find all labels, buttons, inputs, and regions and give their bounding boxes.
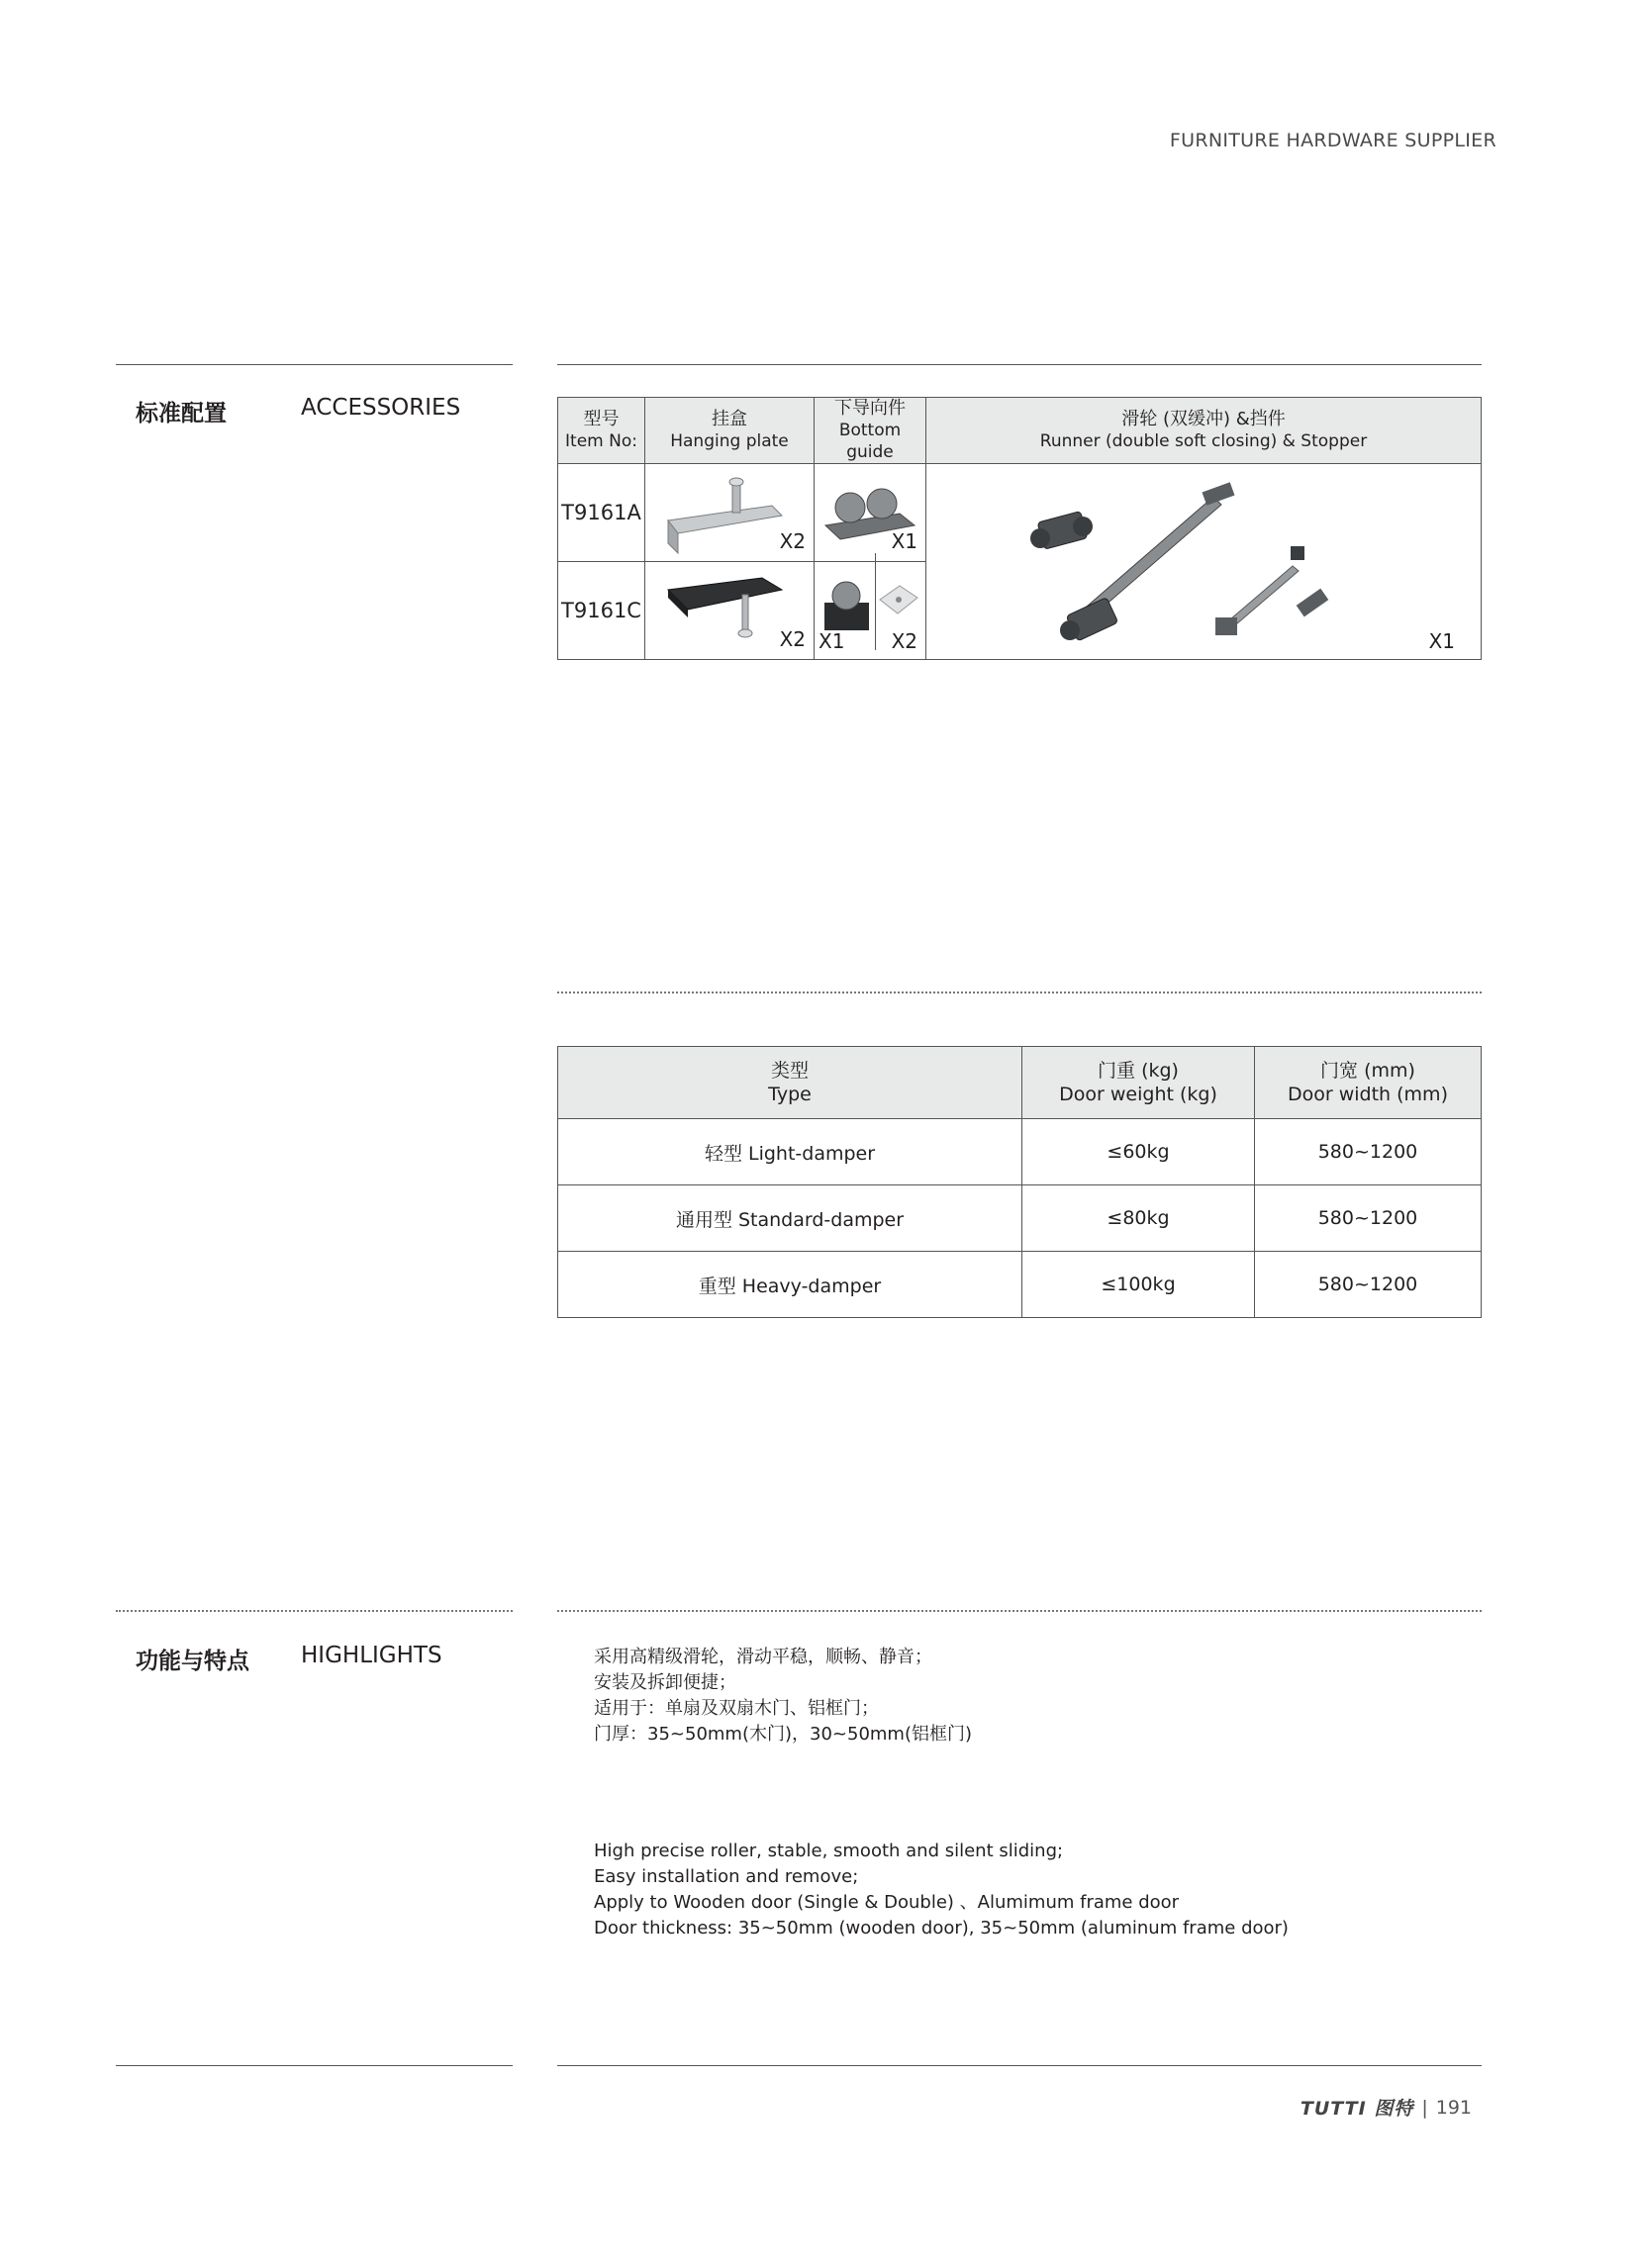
highlight-cn-line: 采用高精级滑轮，滑动平稳，顺畅、静音；: [594, 1647, 932, 1667]
col-hanging-plate-en: Hanging plate: [670, 431, 789, 451]
weight-cell: ≤80kg: [1022, 1185, 1255, 1252]
highlights-title-cn: 功能与特点: [136, 1649, 249, 1674]
hanging-plate-image: [663, 476, 792, 555]
width-cell: 580~1200: [1255, 1185, 1482, 1252]
col-door-weight-en: Door weight (kg): [1059, 1084, 1217, 1105]
brand-logo: TUTTI 图特: [1300, 2098, 1414, 2120]
width-cell: 580~1200: [1255, 1119, 1482, 1185]
col-type: [558, 1047, 1022, 1119]
col-item-no-en: Item No:: [565, 431, 637, 451]
right-bottom-rule: [557, 2065, 1482, 2066]
highlight-cn-line: 适用于：单扇及双扇木门、铝框门；: [594, 1698, 879, 1719]
accessories-title-en: ACCESSORIES: [301, 395, 461, 421]
col-type-en: Type: [768, 1084, 812, 1105]
highlight-en-line: Apply to Wooden door (Single & Double) 、Alumimum frame door: [594, 1892, 1180, 1913]
left-bottom-rule: [116, 2065, 513, 2066]
col-item-no-cn: 型号: [583, 409, 620, 429]
highlight-en-line: High precise roller, stable, smooth and silent sliding;: [594, 1841, 1064, 1861]
col-bottom-guide-cn: 下导向件: [834, 398, 906, 419]
item-code: T9161C: [558, 562, 645, 660]
col-door-width: [1255, 1047, 1482, 1119]
accessories-table: [557, 397, 1482, 660]
runner-cell: [926, 464, 1482, 660]
runner-qty: X1: [1428, 628, 1455, 653]
col-bottom-guide: [815, 398, 926, 464]
supplier-header: FURNITURE HARDWARE SUPPLIER: [1169, 130, 1496, 151]
spec-table: [557, 1046, 1482, 1318]
bottom-guide-qty: X1: [891, 529, 917, 553]
page-number: 191: [1435, 2096, 1472, 2119]
accessories-title-cn: 标准配置: [136, 401, 227, 426]
col-door-weight-cn: 门重 (kg): [1098, 1060, 1179, 1082]
col-runner-cn: 滑轮 (双缓冲) &挡件: [1121, 409, 1286, 429]
bottom-guide-cell: [815, 562, 926, 660]
col-item-no: [558, 398, 645, 464]
type-cell: 重型 Heavy-damper: [558, 1252, 1022, 1318]
type-cell: 通用型 Standard-damper: [558, 1185, 1022, 1252]
col-door-weight: [1022, 1047, 1255, 1119]
hanging-plate-qty: X2: [779, 529, 806, 553]
hanging-plate-black-image: [663, 570, 792, 649]
highlights-en-list: [594, 1839, 1289, 1941]
hanging-plate-cell: [645, 464, 815, 562]
weight-cell: ≤100kg: [1022, 1252, 1255, 1318]
spec-dotted-rule: [557, 992, 1482, 993]
width-cell: 580~1200: [1255, 1252, 1482, 1318]
col-type-cn: 类型: [770, 1060, 809, 1082]
highlights-cn-list: [594, 1645, 972, 1748]
highlight-cn-line: 安装及拆卸便捷；: [594, 1672, 736, 1693]
table-row: [558, 1119, 1482, 1185]
guide-pad-image: [876, 580, 920, 619]
left-top-rule: [116, 364, 513, 365]
guide-divider: [875, 553, 876, 650]
highlights-title-en: HIGHLIGHTS: [301, 1643, 442, 1668]
left-highlight-rule: [116, 1610, 513, 1612]
table-row: [558, 1185, 1482, 1252]
highlight-cn-line: 门厚：35~50mm(木门)，30~50mm(铝框门): [594, 1724, 973, 1745]
col-runner-en: Runner (double soft closing) & Stopper: [1039, 431, 1368, 451]
type-cell: 轻型 Light-damper: [558, 1119, 1022, 1185]
col-hanging-plate: [645, 398, 815, 464]
table-row: [558, 1252, 1482, 1318]
guide-qty-b: X2: [891, 629, 917, 653]
col-door-width-en: Door width (mm): [1288, 1084, 1448, 1105]
hanging-plate-cell: [645, 562, 815, 660]
col-bottom-guide-en: Bottom guide: [838, 421, 902, 462]
item-code: T9161A: [558, 464, 645, 562]
right-top-rule: [557, 364, 1482, 365]
weight-cell: ≤60kg: [1022, 1119, 1255, 1185]
footer: [1301, 2094, 1472, 2121]
footer-separator: |: [1421, 2096, 1428, 2119]
highlight-en-line: Door thickness: 35~50mm (wooden door), 35~50mm (aluminum frame door): [594, 1918, 1289, 1938]
col-hanging-plate-cn: 挂盒: [712, 409, 747, 429]
hanging-plate-qty: X2: [779, 627, 806, 651]
col-door-width-cn: 门宽 (mm): [1320, 1060, 1415, 1082]
guide-qty-a: X1: [819, 629, 845, 653]
right-highlight-rule: [557, 1610, 1482, 1612]
highlight-en-line: Easy installation and remove;: [594, 1866, 859, 1887]
bottom-guide-cell: [815, 464, 926, 562]
runner-stopper-image: [1025, 477, 1352, 645]
table-row: [558, 464, 1482, 562]
col-runner: [926, 398, 1482, 464]
